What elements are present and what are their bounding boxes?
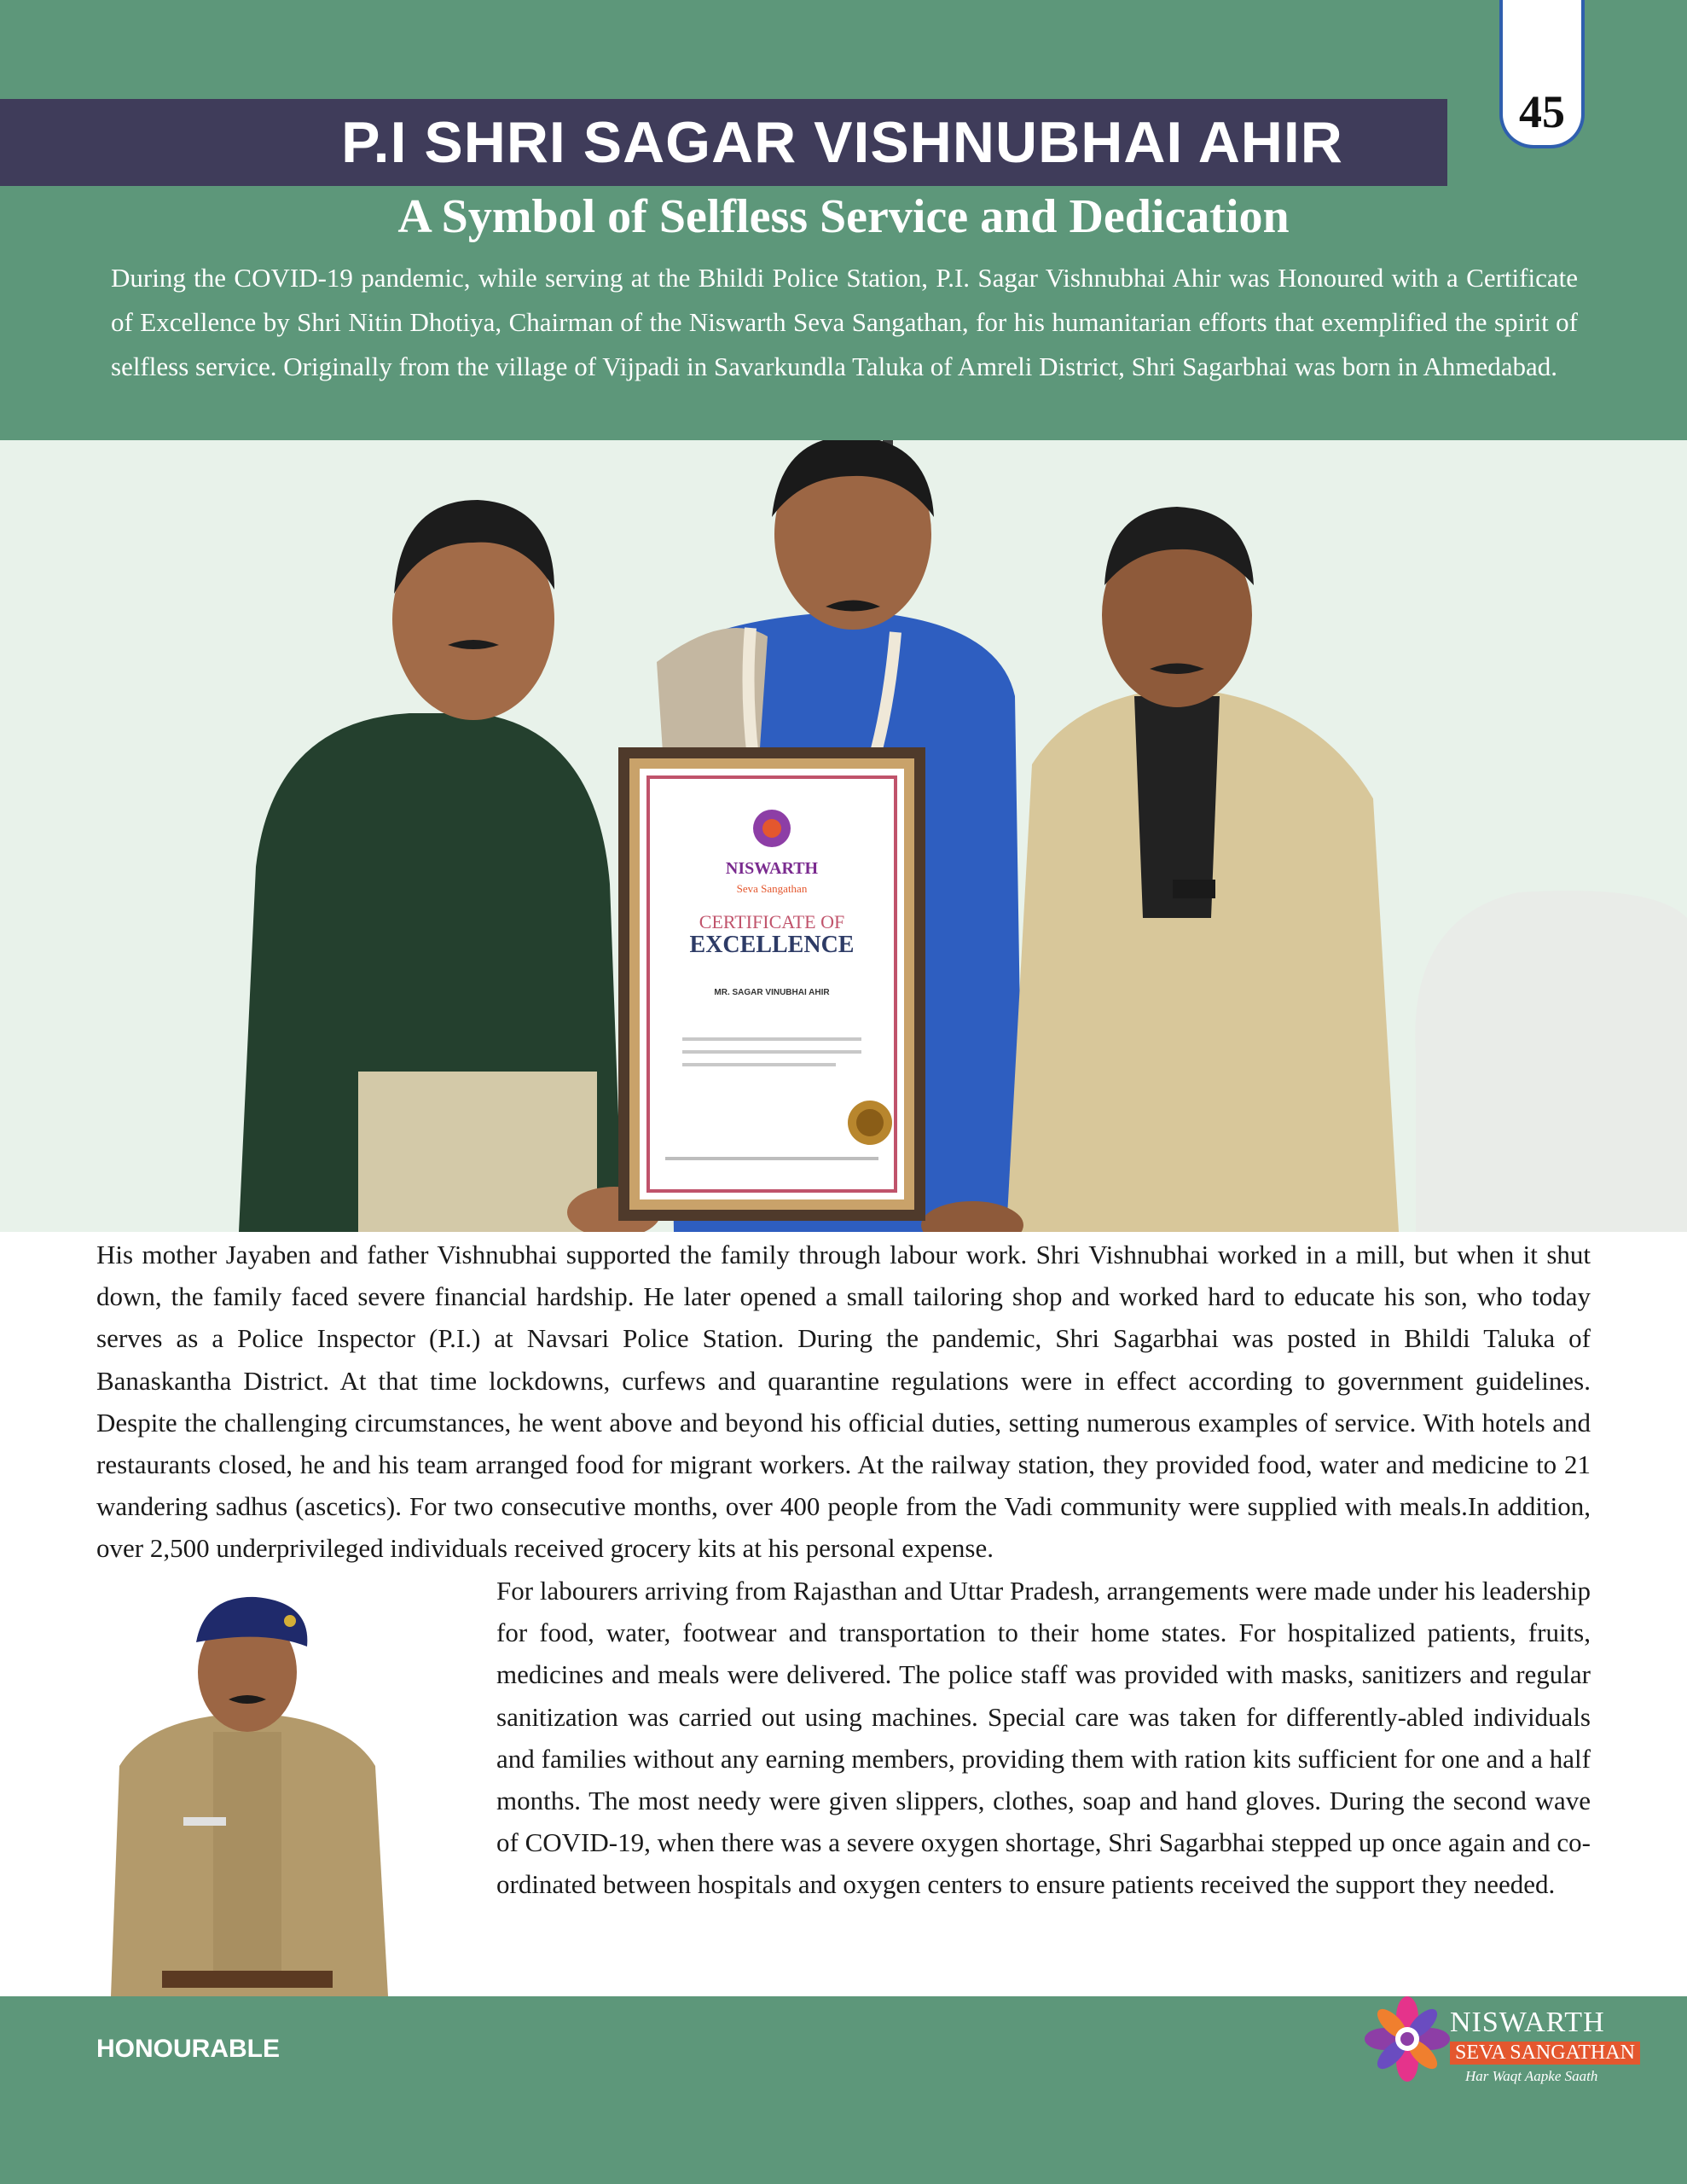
award-photo-illustration [0, 440, 1687, 1232]
award-photo [0, 440, 1687, 1232]
certificate-heading-main: EXCELLENCE [689, 932, 855, 958]
body-paragraph-2: For labourers arriving from Rajasthan and Uttar Pradesh, arrangements were made under his leadership for food, water, footwear and transportation to their home states. For hospitalized patients, fruits, medicines and meals were delivered. The police staff was provided with masks, sanitizers and regular sanitization was carried out using machines. Special care was taken for differently-abled individuals and families without any earning members, providing them with ration kits sufficient for one and a half months. The most needy were given slippers, clothes, soap and hand gloves. During the second wave of COVID-19, when there was a severe oxygen shortage, Shri Sagarbhai stepped up once again and co-ordinated between hospitals and oxygen centers to ensure patients received the support they needed. [496, 1576, 1591, 1900]
certificate-heading-top: CERTIFICATE OF [699, 911, 845, 932]
page-title: P.I SHRI SAGAR VISHNUBHAI AHIR [341, 110, 1343, 175]
certificate-recipient: MR. SAGAR VINUBHAI AHIR [714, 988, 830, 997]
brand-subtitle: SEVA SANGATHAN [1450, 2042, 1640, 2065]
brand-name: NISWARTH [1450, 2007, 1605, 2038]
page-subtitle: A Symbol of Selfless Service and Dedication [397, 190, 1290, 243]
footer-label: HONOURABLE [96, 2035, 280, 2063]
officer-portrait-illustration [94, 1595, 401, 1996]
certificate-org-name: NISWARTH [725, 859, 819, 878]
certificate-org-sub: Seva Sangathan [736, 882, 808, 895]
officer-portrait [94, 1595, 401, 1996]
brand-tagline: Har Waqt Aapke Saath [1465, 2068, 1598, 2084]
body-paragraph-1: His mother Jayaben and father Vishnubhai supported the family through labour work. Shri Vishnubhai worked in a mill, but when it shut down, the family faced severe financial hardship. He later opened a small tailoring shop and worked hard to educate his son, who today serves as a Police Inspector (P.I.) at Navsari Police Station. During the pandemic, Shri Sagarbhai was posted in Bhildi Taluka of Banaskantha District. At that time lockdowns, curfews and quarantine regulations were in effect according to government guidelines. Despite the challenging circumstances, he went above and beyond his official duties, setting numerous examples of service. With hotels and restaurants closed, he and his team arranged food for migrant workers. At the railway station, they provided food, water and medicine to 21 wandering sadhus (ascetics). For two consecutive months, over 400 people from the Vadi community were supplied with meals.In addition, over 2,500 underprivileged individuals received grocery kits at his personal expense. [96, 1240, 1591, 1564]
page-number: 45 [1519, 86, 1565, 137]
intro-paragraph: During the COVID-19 pandemic, while serving at the Bhildi Police Station, P.I. Sagar Vishnubhai Ahir was Honoured with a Certificate of Excellence by Shri Nitin Dhotiya, Chairman of the Niswarth Seva Sangathan, for his humanitarian efforts that exemplified the spirit of selfless service. Originally from the village of Vijpadi in Savarkundla Taluka of Amreli District, Shri Sagarbhai was born in Ahmedabad. [111, 263, 1578, 381]
